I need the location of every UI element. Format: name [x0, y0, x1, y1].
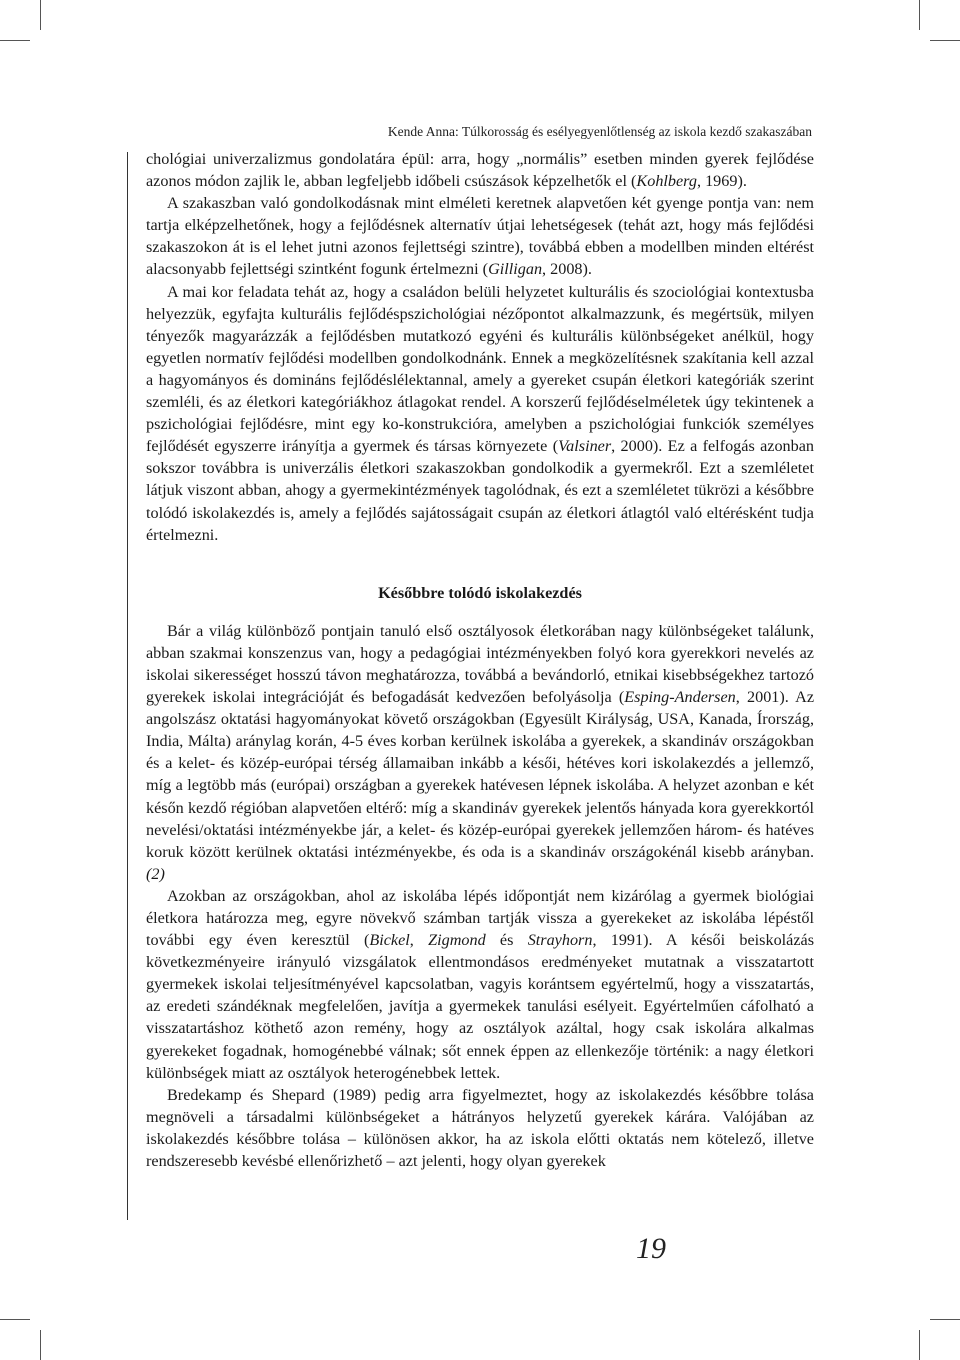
- text-run: , 1991). A késői beiskolázás következményeire irányuló vizsgálatok ellentmondásos eredményeket mutatnak a visszatartott gyermekek iskolai teljesítményével kapcsolatban, vagyis korántsem egyértelmű, hogy a visszatartás, az eredeti szándéknak megfelelően, javítja a gyermekek tanulási esélyeit. Egyértelműen cáfolható a visszatartáshoz köthető azon remény, hogy az osztályok azáltal, hogy csak iskolára alkalmas gyerekeket fogadnak, homogénebbé válnak; sőt ennek éppen az ellenkezője történik: a nagy életkori különbségek miatt az osztályok heterogénebbek lettek.: [146, 931, 815, 1082]
- body-text: [146, 148, 814, 1172]
- text-run: ,: [409, 931, 429, 950]
- margin-rule: [127, 152, 128, 1220]
- italic-citation: Strayhorn: [527, 931, 593, 950]
- crop-mark-top-right-h: [930, 40, 960, 41]
- running-head: Kende Anna: Túlkorosság és esélyegyenlőtlenség az iskola kezdő szakaszában: [387, 124, 812, 139]
- page-number: 19: [636, 1232, 666, 1265]
- crop-mark-bottom-right-h: [930, 1319, 960, 1320]
- italic-citation: Bickel: [369, 931, 410, 950]
- text-run: Bredekamp és Shepard (1989) pedig arra figyelmeztet, hogy az iskolakezdés későbbre tolása megnöveli a társadalmi különbségeket a hátrányos helyzetű gyerekek kárára. Valójában az iskolakezdés későbbre tolása – különösen akkor, ha az iskola előtti oktatás nem kötelező, illetve rendszeresebb kevésbé ellenőrizhető – azt jelenti, hogy olyan gyerekek: [146, 1085, 814, 1171]
- text-run: , 2000). Ez a felfogás azonban sokszor továbbra is univerzális életkori szakaszokban gondolkodik a gyermekről. Ezt a szemléletet látjuk viszont abban, ahogy a gyermekintézmények tagolódnak, és ezt a szemléletet tükrözi a későbbre tolódó iskolakezdés is, amely a fejlődés sajátosságait csupán az életkori átlagtól való eltérésként tudja értelmezni.: [146, 437, 815, 544]
- crop-mark-top-left-v: [40, 0, 41, 30]
- text-run: A mai kor feladata tehát az, hogy a családon belüli helyzetet kulturális és szociológiai kontextusba helyezzük, egyfajta kulturális fejlődéspszichológiai nézőpontot alkalmazzunk, és megértsük, milyen tényezők magyarázzák a fejlődésben mutatkozó egyéni és kulturális különbségeket anélkül, hogy egyetlen normatív fejlődési modellben gondolkodnánk. Ennek a megközelítésnek szakítania kell azzal a hagyományos és domináns fejlődéslélektannal, amely a gyereket csupán életkori kategóriák szerint szemléli, és az életkori kategóriákhoz átlagokat rendel. A korszerű fejlődéselméletek úgy tekintenek a pszichológiai fejlődésre, mint egy ko-konstrukcióra, amelyben a pszichológiai funkciók személyes fejlődését egyszerre irányítja a gyermek és társas környezete (: [146, 282, 814, 456]
- crop-mark-bottom-left-v: [40, 1330, 41, 1360]
- text-run: és: [485, 931, 528, 950]
- italic-citation: Kohlberg: [636, 172, 697, 191]
- text-run: Bár a világ különböző pontjain tanuló első osztályosok életkorában nagy különbségeket találunk, abban szakmai konszenzus van, hogy a pedagógiai intézményekben folyó kora gyerekkori nevelés az iskolai sikerességet hosszú távon meghatározza, továbbá a bevándorló, etnikai kisebbségekhez tartozó gyerekek iskolai integrációját és befogadását kedvezően befolyásolja (: [146, 621, 814, 707]
- text-run: Azokban az országokban, ahol az iskolába lépés időpontját nem kizárólag a gyermek biológiai életkora határozza meg, egyre növekvő számban tartják vissza a gyerekeket az iskolába lépéstől további egy éven keresztül (: [146, 886, 814, 950]
- paragraph: [146, 1084, 814, 1172]
- text-run: , 2001). Az angolszász oktatási hagyományokat követő országokban (Egyesült Királyság, USA, Kanada, Írország, India, Málta) aránylag korán, 4-5 éves korban kerülnek iskolába a gyerekek, a skandináv országokban és a kelet- és közép-európai térség államaiban inkább a késői, hétéves kori iskolakezdés a jellemző, míg a legtöbb más (európai) országban a gyerekek hatévesen lépnek iskolába. A helyzet azonban e két későn kezdő régióban alapvetően eltérő: míg a skandináv gyerekek jelentős hányada kora gyerekkortól nevelési/oktatási intézményekbe jár, a kelet- és közép-európai gyerekek jellemzően három- és hatéves koruk között kerülnek oktatási intézményekbe, és oda is a skandináv országokénál kisebb arányban.: [146, 688, 814, 861]
- text-run: , 2008).: [542, 260, 592, 279]
- paragraph: [146, 192, 814, 280]
- section-heading: Későbbre tolódó iskolakezdés: [378, 583, 582, 602]
- paragraph: [146, 148, 814, 192]
- italic-citation: (2): [146, 864, 165, 883]
- paragraph: [146, 885, 814, 1084]
- crop-mark-bottom-left-h: [0, 1319, 30, 1320]
- paragraph: [146, 281, 814, 546]
- text-run: A szakaszban való gondolkodásnak mint elméleti keretnek alapvetően két gyenge pontja van: nem tartja elképzelhetőnek, hogy a fejlődésnek alternatív útjai lehetségesek (tehát azt, hogy más fejlődési szakaszokon át is el lehet jutni azonos fejlettségi szintre), továbbá ebben a modellben minden eltérést alacsonyabb fejlettségi szintként fogunk értelmezni (: [146, 194, 814, 279]
- crop-mark-top-right-v: [919, 0, 920, 30]
- paragraph: [146, 620, 814, 885]
- crop-mark-top-left-h: [0, 40, 30, 41]
- italic-citation: Gilligan: [488, 260, 543, 279]
- text-run: , 1969).: [696, 172, 747, 191]
- italic-citation: Zigmond: [428, 931, 486, 950]
- text-run: chológiai univerzalizmus gondolatára épül: arra, hogy „normális” esetben minden gyerek fejlődése azonos módon zajlik le, abban legfeljebb időbeli csúszások képzelhetők el (: [146, 150, 814, 191]
- italic-citation: Esping-Andersen: [624, 688, 736, 707]
- crop-mark-bottom-right-v: [919, 1330, 920, 1360]
- italic-citation: Valsiner: [558, 437, 612, 456]
